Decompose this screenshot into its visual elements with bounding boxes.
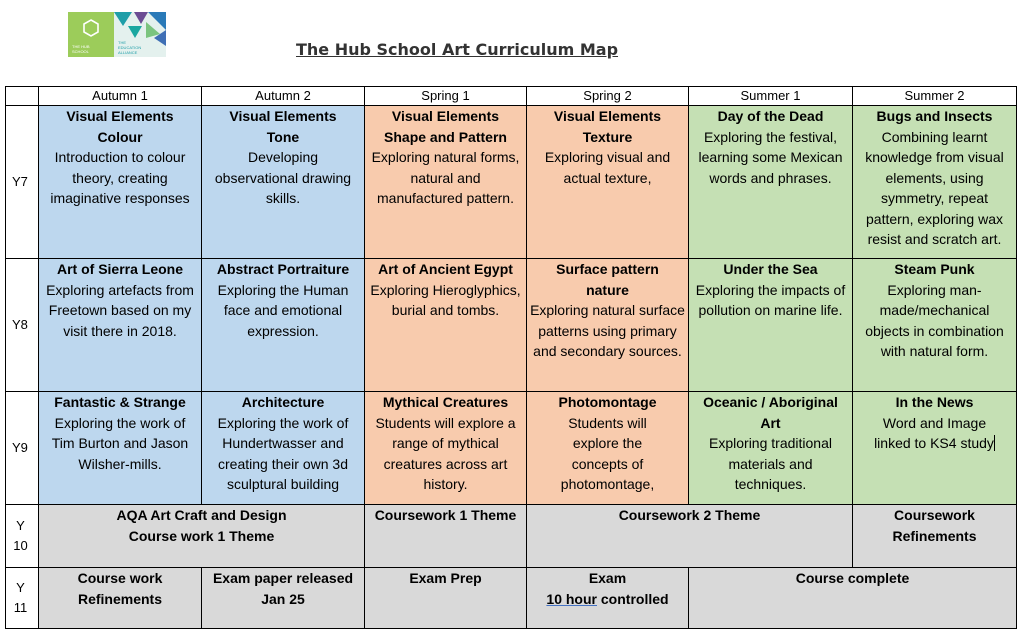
cell-title: Surface pattern nature — [556, 261, 659, 298]
cell-subtitle: Refinements — [77, 590, 163, 607]
cell-description: Exploring the work of Hundertwasser and creating their own 3d sculptural building — [217, 414, 349, 492]
cell-description: Exploring visual and actual texture, — [544, 149, 671, 186]
row-label-y8: Y8 — [6, 259, 39, 392]
header-summer-1: Summer 1 — [689, 87, 853, 106]
row-y9 — [6, 392, 1017, 505]
cell-title: Bugs and Insects — [876, 108, 993, 124]
header-spring-1: Spring 1 — [365, 87, 527, 106]
cell-title: Art of Ancient Egypt — [378, 261, 513, 277]
cell-description: Exploring the Human face and emotional expression. — [217, 281, 349, 339]
cell-subtitle-rest: controlled — [597, 590, 669, 607]
cell-description: Exploring natural surface patterns using primary and secondary sources. — [530, 302, 685, 359]
cell-y9-spring-1 — [365, 392, 527, 505]
header-autumn-1: Autumn 1 — [39, 87, 202, 106]
cell-title: AQA Art Craft and Design — [116, 507, 287, 523]
cell-y8-spring-1 — [365, 259, 527, 392]
cell-y7-autumn-2 — [202, 106, 365, 259]
cell-description: Students will explore the concepts of photomontage, — [560, 414, 655, 492]
cell-title: Oceanic / Aboriginal Art — [703, 394, 838, 431]
cell-title: Coursework 1 Theme — [374, 507, 517, 523]
cell-description: Exploring man-made/mechanical objects in combination with natural form. — [865, 281, 1004, 359]
svg-text:SCHOOL: SCHOOL — [72, 49, 89, 54]
cell-title: Exam paper released — [212, 570, 354, 586]
cell-description-text[interactable]: Word and Image linked to KS4 study — [874, 414, 994, 451]
cell-subtitle — [530, 589, 685, 610]
cell-description: Combining learnt knowledge from visual elements, using symmetry, repeat pattern, exploring wax resist and scratch art. — [865, 128, 1004, 247]
page-title: The Hub School Art Curriculum Map — [296, 40, 619, 59]
cell-y11-summer — [689, 568, 1017, 629]
cell-y11-autumn-2 — [202, 568, 365, 629]
cell-y10-summer-2 — [853, 505, 1017, 568]
cell-title: Exam Prep — [409, 570, 482, 586]
row-y10 — [6, 505, 1017, 568]
cell-subtitle: Course work 1 Theme — [128, 527, 275, 544]
cell-title: Coursework 2 Theme — [618, 507, 761, 523]
cell-title: Photomontage — [558, 394, 657, 410]
cell-title: Mythical Creatures — [382, 394, 509, 410]
cell-description: Exploring traditional materials and techniques. — [709, 435, 832, 492]
cell-title: Exam — [588, 570, 627, 586]
cell-y11-autumn-1 — [39, 568, 202, 629]
cell-y11-spring-2 — [527, 568, 689, 629]
cell-title: Coursework — [894, 507, 975, 523]
cell-title: Visual Elements — [66, 108, 174, 124]
cell-title: Fantastic & Strange — [54, 394, 186, 410]
cell-description: Introduction to colour theory, creating imaginative responses — [50, 149, 190, 206]
cell-description: Students will explore a range of mythical creatures across art history. — [375, 414, 516, 492]
cell-y8-autumn-2 — [202, 259, 365, 392]
cell-y9-autumn-1 — [39, 392, 202, 505]
row-y11 — [6, 568, 1017, 629]
cell-description: Exploring the work of Tim Burton and Jason Wilsher-mills. — [51, 414, 189, 472]
cell-subtitle: Refinements — [892, 527, 977, 544]
cell-y9-summer-2 — [853, 392, 1017, 505]
cell-y10-spring-1 — [365, 505, 527, 568]
row-label-line: Y — [16, 579, 25, 595]
row-label-y11 — [6, 568, 39, 629]
cell-description: Exploring Hieroglyphics, burial and tombs. — [370, 281, 521, 318]
corner-cell — [6, 87, 39, 106]
cell-title: Architecture — [241, 394, 325, 410]
cell-y7-spring-2 — [527, 106, 689, 259]
cell-title: Art of Sierra Leone — [56, 261, 184, 277]
header-autumn-2: Autumn 2 — [202, 87, 365, 106]
cell-description: Exploring the festival, learning some Mexican words and phrases. — [698, 128, 843, 186]
row-label-line: 10 — [13, 538, 28, 553]
cell-y9-summer-1 — [689, 392, 853, 505]
cell-subtitle: Tone — [266, 128, 300, 145]
row-label-y10 — [6, 505, 39, 568]
svg-text:ALLIANCE: ALLIANCE — [118, 50, 138, 55]
header-spring-2: Spring 2 — [527, 87, 689, 106]
cell-y10-autumn — [39, 505, 365, 568]
curriculum-table — [5, 86, 1017, 629]
cell-y9-spring-2 — [527, 392, 689, 505]
cell-title: Course complete — [795, 570, 910, 586]
cell-y7-summer-1 — [689, 106, 853, 259]
cell-description[interactable] — [856, 413, 1013, 454]
header-row — [6, 87, 1017, 106]
cell-title: Course work — [77, 570, 163, 586]
cell-title: Under the Sea — [723, 261, 818, 277]
cell-title: Visual Elements — [391, 108, 500, 124]
cell-title: Day of the Dead — [717, 108, 824, 124]
cell-description: Exploring the impacts of pollution on marine life. — [695, 281, 846, 318]
cell-subtitle: Shape and Pattern — [384, 128, 507, 145]
cell-y7-autumn-1 — [39, 106, 202, 259]
cell-y8-spring-2 — [527, 259, 689, 392]
row-y8 — [6, 259, 1017, 392]
cell-description: Exploring natural forms, natural and manufactured pattern. — [371, 149, 520, 206]
row-y7 — [6, 106, 1017, 259]
cell-subtitle: Texture — [582, 128, 633, 145]
cell-title: Visual Elements — [229, 108, 337, 124]
svg-text:THE: THE — [118, 40, 126, 45]
row-label-y7: Y7 — [6, 106, 39, 259]
cell-subtitle: Colour — [97, 128, 143, 145]
cell-y9-autumn-2 — [202, 392, 365, 505]
cell-description: Developing observational drawing skills. — [214, 149, 352, 206]
cell-y8-autumn-1 — [39, 259, 202, 392]
cell-title: In the News — [895, 394, 974, 410]
cell-title: Visual Elements — [553, 108, 662, 124]
svg-text:THE HUB: THE HUB — [72, 44, 90, 49]
cell-y7-spring-1 — [365, 106, 527, 259]
cell-y7-summer-2 — [853, 106, 1017, 259]
row-label-line: Y — [16, 517, 25, 533]
svg-text:EDUCATION: EDUCATION — [118, 45, 142, 50]
cell-title: Steam Punk — [894, 261, 975, 277]
cell-subtitle: Jan 25 — [261, 590, 305, 607]
cell-description: Exploring artefacts from Freetown based on my visit there in 2018. — [46, 281, 194, 339]
spell-flagged-text: 10 hour — [546, 590, 597, 607]
cell-y8-summer-1 — [689, 259, 853, 392]
cell-title: Abstract Portraiture — [216, 261, 350, 277]
cell-y10-spring2-summer1 — [527, 505, 853, 568]
row-label-y9: Y9 — [6, 392, 39, 505]
hub-school-logo — [68, 12, 166, 57]
row-label-line: 11 — [13, 600, 28, 615]
header-summer-2: Summer 2 — [853, 87, 1017, 106]
cell-y11-spring-1 — [365, 568, 527, 629]
cell-y8-summer-2 — [853, 259, 1017, 392]
